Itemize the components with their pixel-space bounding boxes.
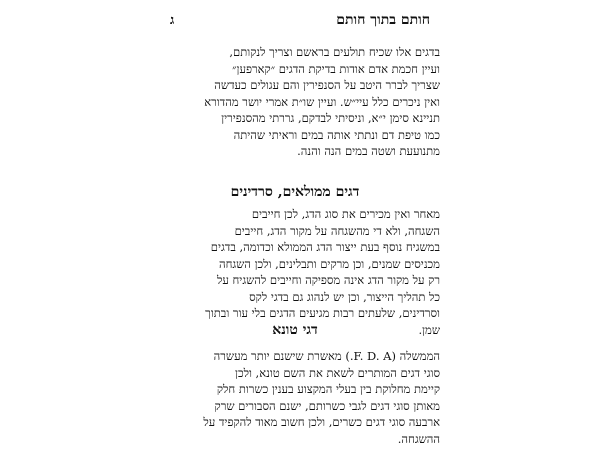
text-line: ההשגחה.	[397, 431, 440, 446]
text-line: סוגי דגים המותרים לשאת את השם טונא, ולכן	[235, 365, 440, 380]
text-line: וסרדינים, שלעתים רבות מגיעים הדגים בלי עור ובתוך	[205, 306, 440, 320]
page-title: חותם בתוך חותם	[336, 11, 430, 28]
text-line: השגחה, ולא די מהשגחה על מקור הדג, חייבים	[234, 223, 440, 238]
text-line: מתנועעת ושטה במים הנה והנה.	[297, 144, 440, 158]
text-line: ועיין חכמת אדם אודות בדיקת הדגים ״קארפען״	[232, 61, 440, 76]
text-line: תניינא סימן י״א, וניסיתי לבדקם, גררתי מהסנפירין	[221, 111, 440, 125]
text-line: כל תהליך הייצור, וכן יש לנהוג גם בדגי לקס	[249, 289, 440, 304]
text-line: בדגים אלו שכיח תולעים בראשם וצריך לנקותם,	[229, 45, 440, 59]
section-heading-tuna: דגי טונא	[272, 322, 318, 338]
text-line: רק על מקור הדג אינה מספיקה וחייבים להשגיח על	[216, 273, 440, 287]
paragraph-carp-inspection	[150, 44, 440, 160]
text-line: קיימת מחלוקת בין בעלי המקצוע בענין כשרות חלק	[216, 382, 440, 396]
page-header	[170, 8, 430, 32]
page-number: ג	[170, 13, 175, 28]
text-line: מאותן סוגי דגים לגבי כשרותם, ישנם הסבורים שרק	[214, 398, 440, 413]
text-line: ארבעה סוגי דגים כשרים, ולכן חשוב מאוד להקפיד על	[203, 415, 440, 429]
text-line: כמו טיפת דם ונתתי אותה במים וראיתי שהיתה	[233, 127, 440, 142]
text-line: הממשלה (F. D. A.) מאשרת שישנם יותר מעשרה	[213, 349, 440, 363]
paragraph-stuffed-fish	[150, 206, 440, 338]
text-line: מאחר ואין מכירים את סוג הדג, לכן חייבים	[251, 207, 440, 221]
text-line: שמן.	[418, 322, 440, 337]
text-line: מכניסים שמנים, וכן מרקים ותבלינים, ולכן השגחה	[218, 256, 440, 271]
text-line: ואין ניכרים כלל עיי״ש. ועיין שו״ת אמרי יושר מהדורא	[204, 94, 440, 109]
text-line: שצריך לברר היטב על הסנפירין והם עגולים כעדשה	[214, 78, 440, 92]
section-heading-stuffed-fish: דגים ממולאים, סרדינים	[230, 184, 360, 200]
text-line: במשגיח נוסף בעת ייצור הדג הממולא וכדומה, בדגים	[210, 240, 440, 254]
paragraph-tuna	[150, 348, 440, 447]
